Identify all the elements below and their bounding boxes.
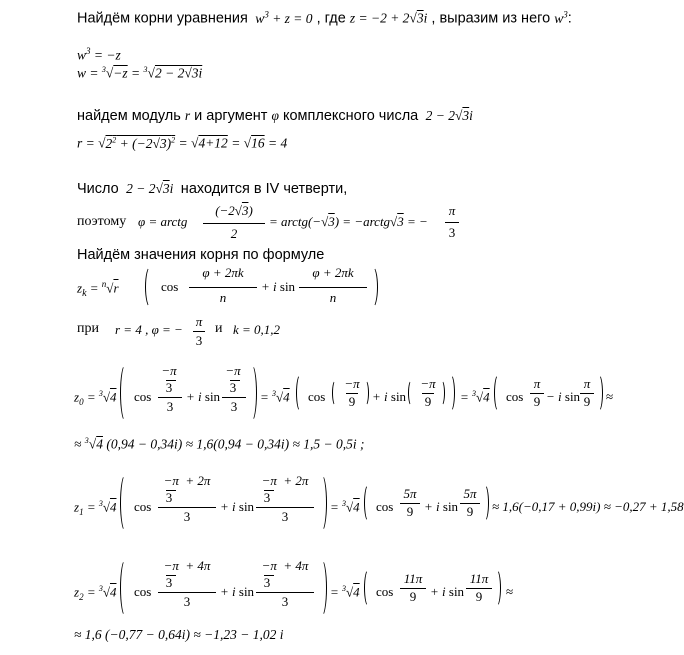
- text-line-3: w = $^3$√−z = $^3$√2 − 2√3i: [77, 65, 203, 81]
- formula-z0: $z_0 = ^3√4$ cos −π 3 3 + i sin −π 3 3 = $^3$√4 cos −π 9 + i sin −π 9 = $^3$√4 cos π 9 − i sin π 9 ≈: [74, 360, 619, 426]
- text-line-5: $r = √2^2 + (-2√3)^2 = √4+12 = √16 = 4$: [77, 135, 288, 151]
- text-line-4: найдем модуль r и аргумент φ комплексного числа 2 − 2√3i: [77, 108, 473, 124]
- text-line-15: ≈ 1,6 (−0,77 − 0,64i) ≈ −1,23 − 1,02 i: [74, 627, 284, 642]
- text-line-8: Найдём значения корня по формуле: [77, 247, 325, 263]
- formula-z2: $z_2 = ^3√4$ cos −π + 4π 3 3 + i sin −π + 4π 3 3 = $^3$√4 cos 11π 9 + i sin 11π 9 ≈: [74, 555, 619, 621]
- text-line-6: Число 2 − 2√3i находится в IV четверти,: [77, 181, 348, 197]
- formula-z1: $z_1 = ^3√4$ cos −π + 2π 3 3 + i sin −π + 2π 3 3 = $^3$√4 cos 5π 9 + i sin 5π 9 ≈ 1,6(−0,17 + 0,99i) ≈ −0,27 + 1,58: [74, 470, 619, 536]
- text-line-1: Найдём корни уравнения $w^3 + z = 0$ , где z = −2 + 2√3i , выразим из него $w^3$:: [77, 9, 572, 27]
- text-line-7: поэтому φ = arctg (−2√3) 2 = arctg(−√3) = −arctg√3 = − π 3: [77, 204, 597, 244]
- text-line-10: при r = 4 , φ = − π 3 и k = 0,1,2: [77, 314, 281, 348]
- text-line-2: $w^3 = -z$: [77, 46, 121, 63]
- text-line-12: ≈ $^3$√4 (0,94 − 0,34i) ≈ 1,6(0,94 − 0,34i) ≈ 1,5 − 0,5i ;: [74, 436, 365, 452]
- formula-zk: $z_k = ^n√r$ cos φ + 2πk n + i sin φ + 2πk n: [77, 262, 377, 312]
